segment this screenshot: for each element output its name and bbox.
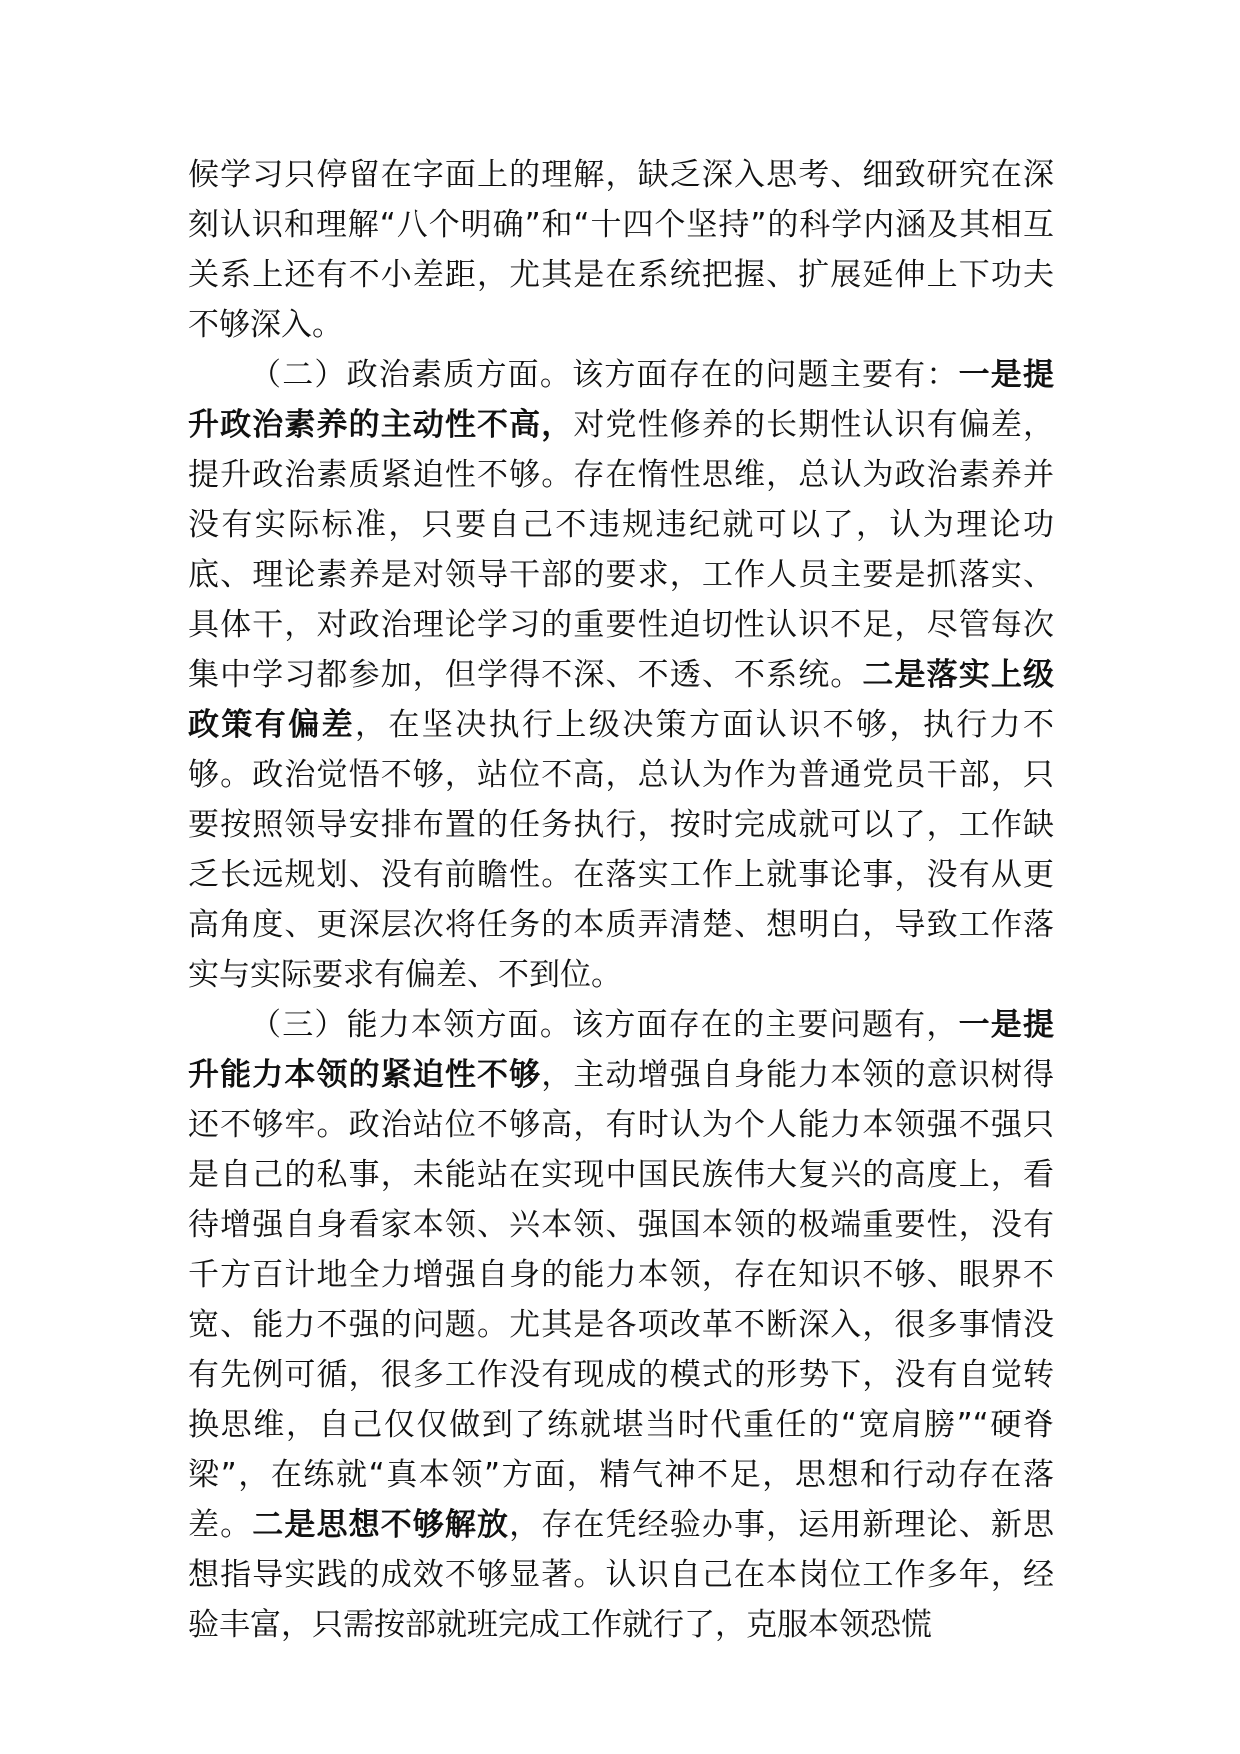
bold-heading-segment: 一是提升能力本领的紧迫性不够 [188, 1007, 1055, 1093]
bold-heading-segment: 一是提升政治素养的主动性不高， [188, 357, 1055, 443]
bold-heading-segment: 二是落实上级政策有偏差 [188, 657, 1054, 743]
paragraph-political-quality [188, 350, 1054, 1000]
text-segment: ，在坚决执行上级决策方面认识不够，执行力不够。政治觉悟不够，站位不高，总认为作为普通党员干部，只要按照领导安排布置的任务执行，按时完成就可以了，工作缺乏长远规划、没有前瞻性。在落实工作上就事论事，没有从更高角度、更深层次将任务的本质弄清楚、想明白，导致工作落实与实际要求有偏差、不到位。 [188, 707, 1054, 993]
bold-heading-segment: 二是思想不够解放 [252, 1507, 510, 1543]
text-segment: 对党性修养的长期性认识有偏差，提升政治素质紧迫性不够。存在惰性思维，总认为政治素养并没有实际标准，只要自己不违规违纪就可以了，认为理论功底、理论素养是对领导干部的要求，工作人员主要是抓落实、具体干，对政治理论学习的重要性迫切性认识不足，尽管每次集中学习都参加，但学得不深、不透、不系统。 [188, 407, 1055, 693]
text-segment: ，主动增强自身能力本领的意识树得还不够牢。政治站位不够高，有时认为个人能力本领强不强只是自己的私事，未能站在实现中国民族伟大复兴的高度上，看待增强自身看家本领、兴本领、强国本领的极端重要性，没有千方百计地全力增强自身的能力本领，存在知识不够、眼界不宽、能力不强的问题。尤其是各项改革不断深入，很多事情没有先例可循，很多工作没有现成的模式的形势下，没有自觉转换思维，自己仅仅做到了练就堪当时代重任的“宽肩膀”“硬脊梁”，在练就“真本领”方面，精气神不足，思想和行动存在落差。 [188, 1057, 1055, 1543]
text-segment: （三）能力本领方面。该方面存在的主要问题有， [250, 1007, 959, 1043]
paragraph-ability [188, 1000, 1054, 1650]
text-segment: 候学习只停留在字面上的理解，缺乏深入思考、细致研究在深刻认识和理解“八个明确”和“十四个坚持”的科学内涵及其相互关系上还有不小差距，尤其是在系统把握、扩展延伸上下功夫不够深入。 [188, 157, 1054, 343]
text-segment: （二）政治素质方面。该方面存在的问题主要有： [250, 357, 959, 393]
paragraph-continuation [188, 150, 1054, 350]
text-segment: ，存在凭经验办事，运用新理论、新思想指导实践的成效不够显著。认识自己在本岗位工作多年，经验丰富，只需按部就班完成工作就行了，克服本领恐慌 [188, 1507, 1055, 1643]
document-page [188, 150, 1054, 1650]
